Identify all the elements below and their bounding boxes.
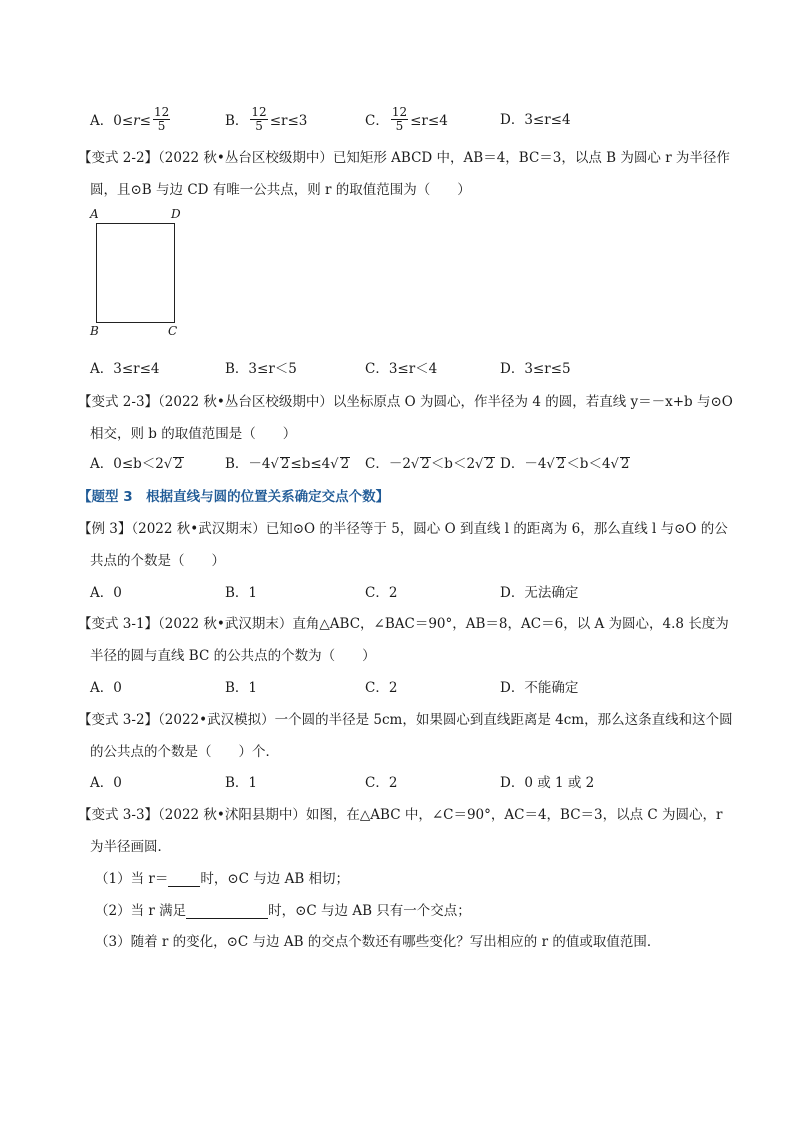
v32-option-d[interactable]: D．0 或 1 或 2 bbox=[500, 775, 595, 791]
option-text: ≤r≤3 bbox=[269, 113, 308, 129]
v32-option-b[interactable]: B．1 bbox=[225, 775, 258, 791]
v33-part-1 bbox=[95, 867, 349, 887]
q1-options bbox=[90, 98, 710, 138]
radicand: 2 bbox=[485, 456, 494, 472]
vertex-label-d: D bbox=[171, 207, 181, 221]
v31-question-head: 【变式 3-1】（2022 秋•武汉期末）直角△ABC，∠BAC＝90°，AB＝8，AC＝6，以 A 为圆心，4.8 长度为 bbox=[78, 616, 729, 632]
sqrt-sign: √ bbox=[610, 457, 619, 472]
part-text: （2）当 r 满足 bbox=[95, 903, 187, 919]
radicand: 2 bbox=[280, 456, 290, 472]
radicand: 2 bbox=[421, 456, 430, 472]
sqrt-sign: √ bbox=[163, 457, 173, 472]
section-title: 【题型 3 根据直线与圆的位置关系确定交点个数】 bbox=[78, 489, 390, 505]
part-text: 时，⊙C 与边 AB 只有一个交点； bbox=[268, 903, 471, 919]
ex3-option-c[interactable]: C．2 bbox=[365, 585, 398, 601]
option-text: C． bbox=[365, 113, 389, 129]
answer-blank[interactable] bbox=[186, 904, 268, 919]
ex3-question-cont: 共点的个数是（ ） bbox=[90, 553, 225, 569]
ex3-option-a[interactable]: A．0 bbox=[90, 585, 122, 601]
v22-question-cont: 圆，且⊙B 与边 CD 有唯一公共点，则 r 的取值范围为（ ） bbox=[90, 182, 471, 198]
sqrt-sign: √ bbox=[410, 457, 420, 472]
radicand: 2 bbox=[620, 456, 630, 472]
vertex-label-c: C bbox=[168, 324, 178, 338]
sqrt-sign: √ bbox=[330, 457, 339, 472]
v23-option-a[interactable] bbox=[90, 452, 184, 472]
fraction bbox=[391, 106, 408, 133]
option-text: C．－2 bbox=[365, 456, 411, 472]
vertex-label-b: B bbox=[90, 324, 99, 338]
radicand: 2 bbox=[174, 456, 183, 472]
v22-option-d[interactable]: D．3≤r≤5 bbox=[500, 361, 571, 377]
fraction bbox=[250, 106, 267, 133]
sqrt-sign: √ bbox=[546, 457, 555, 472]
ex3-option-b[interactable]: B．1 bbox=[225, 585, 258, 601]
v23-question-cont: 相交，则 b 的取值范围是（ ） bbox=[90, 426, 297, 442]
v31-option-a[interactable]: A．0 bbox=[90, 680, 122, 696]
v23-option-d[interactable] bbox=[500, 452, 630, 472]
v33-part-3: （3）随着 r 的变化，⊙C 与边 AB 的交点个数还有哪些变化？写出相应的 r 的值或取值范围． bbox=[95, 934, 661, 950]
option-text: ＜b＜2 bbox=[430, 456, 476, 472]
part-text: （1）当 r＝ bbox=[95, 871, 169, 887]
v23-question-head: 【变式 2-3】（2022 秋•丛台区校级期中）以坐标原点 O 为圆心，作半径为 4 的圆，若直线 y＝－x+b 与⊙O bbox=[78, 394, 733, 410]
option-text: B．－4 bbox=[225, 456, 271, 472]
option-text: ≤ bbox=[139, 113, 151, 129]
option-text: ＜b＜4 bbox=[566, 456, 611, 472]
v33-question-head: 【变式 3-3】（2022 秋•沭阳县期中）如图，在△ABC 中，∠C＝90°，AC＝4，BC＝3，以点 C 为圆心，r bbox=[78, 807, 723, 823]
v23-option-b[interactable] bbox=[225, 452, 350, 472]
option-text: ≤b≤4 bbox=[290, 456, 331, 472]
v31-option-b[interactable]: B．1 bbox=[225, 680, 258, 696]
v32-option-c[interactable]: C．2 bbox=[365, 775, 398, 791]
option-text: D．－4 bbox=[500, 456, 547, 472]
v33-question-cont: 为半径画圆． bbox=[90, 839, 171, 855]
q1-option-c[interactable] bbox=[365, 105, 448, 135]
denominator: 5 bbox=[395, 119, 404, 133]
sqrt-sign: √ bbox=[270, 457, 279, 472]
part-text: 时，⊙C 与边 AB 相切； bbox=[200, 871, 350, 887]
denominator: 5 bbox=[255, 119, 263, 133]
v33-part-2 bbox=[95, 899, 471, 919]
denominator: 5 bbox=[157, 119, 166, 133]
numerator: 12 bbox=[251, 105, 267, 119]
q1-option-a[interactable] bbox=[90, 105, 172, 135]
v23-option-c[interactable] bbox=[365, 452, 495, 472]
numerator: 12 bbox=[153, 105, 170, 119]
v22-option-c[interactable]: C．3≤r＜4 bbox=[365, 361, 438, 377]
v32-question-head: 【变式 3-2】（2022•武汉模拟）一个圆的半径是 5cm，如果圆心到直线距离是 4cm，那么这条直线和这个圆 bbox=[78, 712, 733, 728]
option-text: A．0≤b＜2 bbox=[90, 456, 164, 472]
option-text: B． bbox=[225, 113, 249, 129]
v22-option-a[interactable]: A．3≤r≤4 bbox=[90, 361, 160, 377]
vertex-label-a: A bbox=[90, 207, 99, 221]
ex3-question-head: 【例 3】（2022 秋•武汉期末）已知⊙O 的半径等于 5，圆心 O 到直线 l 的距离为 6，那么直线 l 与⊙O 的公 bbox=[78, 521, 728, 537]
v31-option-d[interactable]: D．不能确定 bbox=[500, 680, 579, 696]
option-text: A．0≤ bbox=[90, 113, 134, 129]
v31-option-c[interactable]: C．2 bbox=[365, 680, 398, 696]
answer-blank[interactable] bbox=[168, 872, 200, 887]
ex3-option-d[interactable]: D．无法确定 bbox=[500, 585, 579, 601]
sqrt-sign: √ bbox=[475, 457, 484, 472]
v22-option-b[interactable]: B．3≤r＜5 bbox=[225, 361, 297, 377]
option-var: r bbox=[133, 113, 140, 129]
v31-question-cont: 半径的圆与直线 BC 的公共点的个数为（ ） bbox=[90, 648, 376, 664]
numerator: 12 bbox=[391, 105, 408, 119]
option-text: ≤r≤4 bbox=[410, 113, 448, 129]
radicand: 2 bbox=[556, 456, 566, 472]
q1-option-d[interactable]: D．3≤r≤4 bbox=[500, 112, 571, 128]
rectangle-abcd bbox=[96, 223, 175, 323]
v32-question-cont: 的公共点的个数是（ ）个． bbox=[90, 744, 279, 760]
fraction bbox=[153, 106, 170, 133]
radicand: 2 bbox=[340, 456, 350, 472]
v32-option-a[interactable]: A．0 bbox=[90, 775, 122, 791]
v22-question-head: 【变式 2-2】（2022 秋•丛台区校级期中）已知矩形 ABCD 中，AB＝4，BC＝3，以点 B 为圆心 r 为半径作 bbox=[78, 150, 730, 166]
q1-option-b[interactable] bbox=[225, 105, 308, 135]
